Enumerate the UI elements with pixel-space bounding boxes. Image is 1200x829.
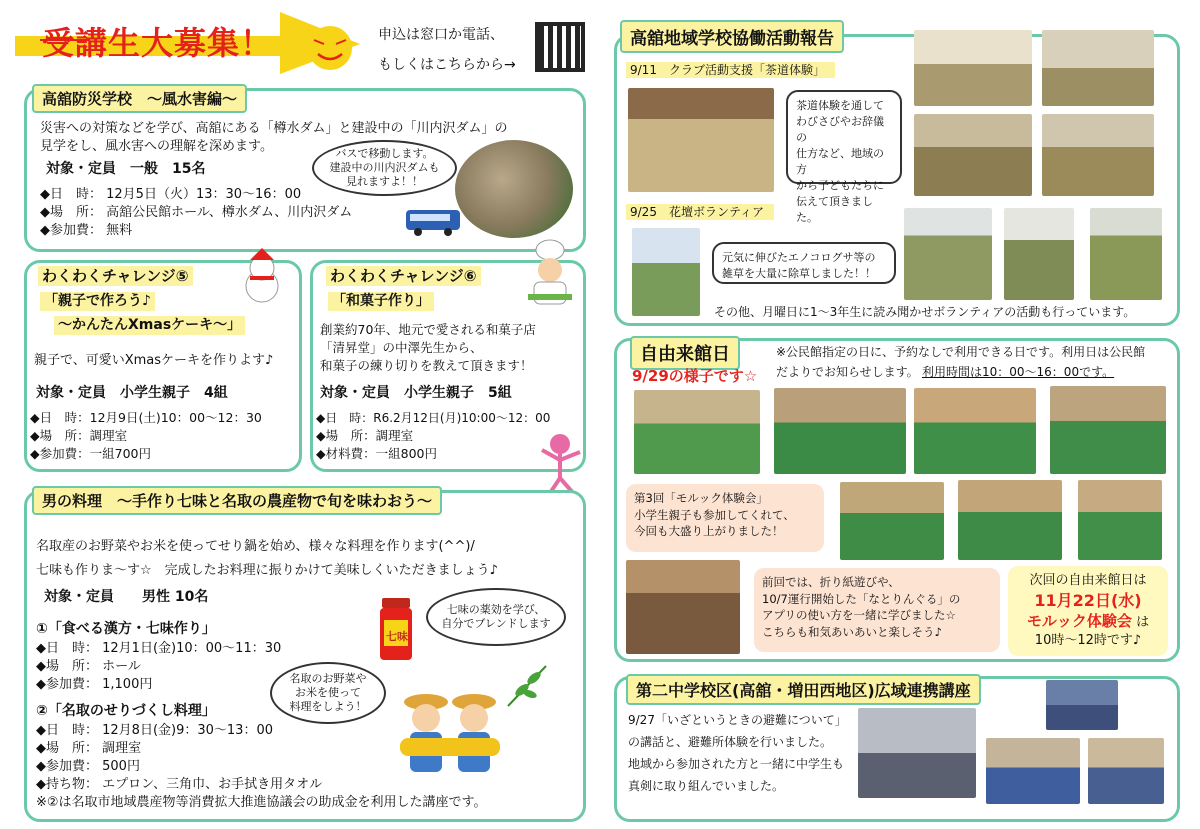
challenge6-title: わくわくチャレンジ⑥ [326, 266, 481, 286]
challenge5-fee: ◆参加費：一組700円 [30, 446, 151, 461]
bosai-desc-1: 災害への対策などを学び、高舘にある「樽水ダム」と建設中の「川内沢ダム」の [40, 121, 508, 136]
tea-caption-2: わびさびやお辞儀の [796, 114, 884, 144]
tea-caption-4: から子どもたちに [796, 178, 884, 192]
challenge5-title: わくわくチャレンジ⑤ [38, 266, 193, 286]
apply-line-1: 申込は窓口か電話、 [378, 27, 504, 43]
session2-date: ◆日 時： 12月8日(金)9：30～13：00 [36, 723, 273, 738]
next-date-line-4: 10時～12時です♪ [1034, 632, 1142, 648]
challenge5-date: ◆日 時：12月9日(土)10：00～12：30 [30, 410, 262, 425]
next-date-line-2: 11月22日(水) [1034, 590, 1142, 610]
session1-title: ①「食べる漢方・七味作り」 [36, 621, 216, 637]
bus-bubble-line-2: 建設中の川内沢ダムも [329, 160, 440, 174]
challenge6-fee: ◆材料費：一組800円 [316, 446, 437, 461]
origami-photo [626, 560, 740, 654]
molkky-caption-2: 小学生親子も参加してくれて、 [634, 507, 795, 522]
shichimi-jar-label: 七味 [386, 630, 408, 643]
origami-caption-1: 前回では、折り紙遊びや、 [762, 575, 900, 589]
farm-bubble-line-2: お米を使って [295, 685, 361, 699]
farmers-icon [396, 680, 506, 790]
next-date-line-1: 次回の自由来館日は [1029, 573, 1147, 588]
report-tab: 高舘地域学校協働活動報告 [620, 20, 844, 53]
challenge5-place: ◆場 所：調理室 [30, 428, 128, 443]
jiyu-tab: 自由来館日 [630, 336, 740, 370]
cooking-note: ※②は名取市地域農産物等消費拡大推進協議会の助成金を利用した講座です。 [36, 795, 487, 810]
shichimi-bubble-line-2: 自分でブレンドします [441, 617, 551, 630]
origami-caption-4: こちらも和気あいあいと楽しそう♪ [762, 625, 942, 640]
tea-photo-5 [1042, 114, 1154, 196]
tea-photo-2 [914, 30, 1032, 106]
report-other: その他、月曜日に1～3年生に読み聞かせボランティアの活動も行っています。 [714, 305, 1136, 319]
bus-bubble-line-3: 見れますよ！！ [346, 175, 423, 189]
molkky-caption-3: 今回も大盛り上がりました！ [634, 524, 784, 539]
origami-caption-box [754, 568, 1000, 652]
lecture-photo [858, 708, 976, 798]
challenge6-target: 対象・定員 小学生親子 5組 [320, 385, 512, 401]
molkky-photo-1 [634, 390, 760, 474]
tea-caption-5: 伝えて頂きました。 [796, 194, 873, 224]
molkky-photo-4 [1050, 386, 1166, 474]
session2-bring: ◆持ち物： エプロン、三角巾、お手拭き用タオル [36, 777, 323, 792]
bosai-place: ◆場 所： 高舘公民館ホール、樽水ダム、川内沢ダム [40, 205, 353, 220]
challenge6-desc-3: 和菓子の練り切りを教えて頂きます！ [320, 358, 533, 373]
session2-place: ◆場 所： 調理室 [36, 741, 142, 756]
apply-line-2: もしくはこちらから→ [378, 57, 516, 73]
session2-fee: ◆参加費： 500円 [36, 759, 140, 774]
tea-photo-main [628, 88, 774, 192]
garden-photo-2 [904, 208, 992, 300]
origami-caption-2: 10/7運行開始した「なとりんぐる」の [762, 591, 961, 606]
tea-photo-3 [1042, 30, 1154, 106]
garden-caption-1: 元気に伸びたエノコログサ等の [722, 251, 876, 264]
bosai-date: ◆日 時： 12月5日（火）13：30～16：00 [40, 187, 302, 202]
kouiki-line-2: の講話と、避難所体験を行いました。 [628, 735, 833, 749]
kouiki-line-3: 地域から参加された方と一緒に中学生も [628, 757, 845, 771]
shelter-photo-3 [1088, 738, 1164, 804]
garden-photo-1 [632, 228, 700, 316]
bus-icon [404, 206, 464, 238]
shichimi-bubble [426, 588, 566, 646]
tea-caption-1: 茶道体験を通して [796, 99, 884, 112]
shichimi-bubble-line-1: 七味の薬効を学び、 [446, 602, 546, 616]
next-date-box [1008, 566, 1168, 656]
session2-title: ②「名取のせりづくし料理」 [36, 703, 216, 719]
banner-title: 受講生大募集！ [42, 24, 274, 62]
bus-bubble-line-1: バスで移動します。 [335, 146, 434, 160]
challenge5-sub-2: ～かんたんXmasケーキ～」 [54, 316, 245, 335]
garden-photo-4 [1090, 208, 1162, 300]
shelter-photo-2 [986, 738, 1080, 804]
garden-caption-2: 雑草を大量に除草しました！！ [722, 266, 876, 280]
farm-bubble-line-3: 料理をしよう！ [289, 700, 367, 714]
bosai-desc-2: 見学をし、風水害への理解を深めます。 [40, 139, 273, 154]
session1-date: ◆日 時： 12月1日(金)10：00～11：30 [36, 641, 282, 656]
molkky-caption-box [626, 484, 824, 552]
kouiki-line-4: 真剣に取り組んでいました。 [628, 779, 785, 793]
bosai-tab: 高舘防災学校 ～風水害編～ [32, 84, 247, 113]
jiyu-note-3: 利用時間は10：00～16：00です。 [922, 365, 1115, 379]
molkky-photo-6 [958, 480, 1062, 560]
molkky-caption-1: 第3回「モルック体験会」 [634, 491, 768, 505]
jiyu-day: 9/29の様子です☆ [632, 367, 758, 385]
qr-code-icon[interactable] [535, 22, 585, 72]
garden-photo-3 [1004, 208, 1074, 300]
molkky-photo-5 [840, 482, 944, 560]
jiyu-note-2: だよりでお知らせします。 [776, 365, 919, 379]
farm-bubble [270, 662, 386, 724]
origami-caption-3: アプリの使い方を一緒に学びました☆ [762, 608, 956, 623]
session1-place: ◆場 所： ホール [36, 659, 141, 674]
dam-photo [455, 140, 573, 238]
shelter-photo-1 [1046, 680, 1118, 730]
herb-leaf-icon [502, 660, 552, 710]
challenge6-place: ◆場 所：調理室 [316, 428, 414, 443]
next-date-ha: は [1136, 615, 1150, 631]
tea-caption-box [786, 90, 902, 224]
challenge6-desc-2: 「清昇堂」の中澤先生から、 [320, 340, 483, 355]
cooking-target: 対象・定員 男性 10名 [44, 589, 209, 605]
chef-icon [520, 238, 580, 308]
farm-bubble-line-1: 名取のお野菜や [289, 671, 367, 685]
jiyu-note-1: ※公民館指定の日に、予約なしで利用できる日です。利用日は公民館 [776, 345, 1146, 359]
snowman-icon [234, 248, 290, 304]
challenge5-desc: 親子で、可愛いXmasケーキを作りよす♪ [34, 353, 274, 368]
tea-caption-3: 仕方など、地域の方 [796, 146, 884, 176]
tea-photo-4 [914, 114, 1032, 196]
molkky-photo-2 [774, 388, 906, 474]
bus-bubble [312, 140, 457, 196]
challenge5-target: 対象・定員 小学生親子 4組 [36, 385, 228, 401]
shichimi-jar-icon [376, 596, 416, 662]
bosai-target: 対象・定員 一般 15名 [46, 161, 206, 177]
report-heading-garden: 9/25 花壇ボランティア [626, 204, 774, 220]
next-date-line-3: モルック体験会 [1026, 612, 1132, 631]
molkky-photo-3 [914, 388, 1036, 474]
challenge6-date: ◆日 時：R6.2月12日(月)10:00～12：00 [316, 411, 551, 425]
cooking-tab: 男の料理 ～手作り七味と名取の農産物で旬を味わおう～ [32, 486, 442, 515]
report-heading-tea: 9/11 クラブ活動支援「茶道体験」 [626, 62, 835, 78]
smiley-face-icon [300, 22, 360, 72]
cooking-desc-1: 名取産のお野菜やお米を使ってせり鍋を始め、様々な料理を作ります(^^)/ [36, 539, 475, 554]
cooking-desc-2: 七味も作りま～す☆ 完成したお料理に振りかけて美味しくいただきましょう♪ [36, 563, 498, 578]
challenge6-sub: 「和菓子作り」 [328, 292, 434, 311]
bosai-fee: ◆参加費： 無料 [40, 223, 133, 238]
molkky-photo-7 [1078, 480, 1162, 560]
challenge5-sub-1: 「親子で作ろう♪ [40, 292, 155, 311]
challenge6-desc-1: 創業約70年、地元で愛される和菓子店 [320, 322, 536, 337]
session1-fee: ◆参加費： 1,100円 [36, 677, 153, 692]
kouiki-line-1: 9/27「いざというときの避難について」 [628, 713, 847, 727]
garden-caption-box [712, 242, 896, 284]
kouiki-tab: 第二中学校区(高舘・増田西地区)広域連携講座 [626, 674, 981, 705]
